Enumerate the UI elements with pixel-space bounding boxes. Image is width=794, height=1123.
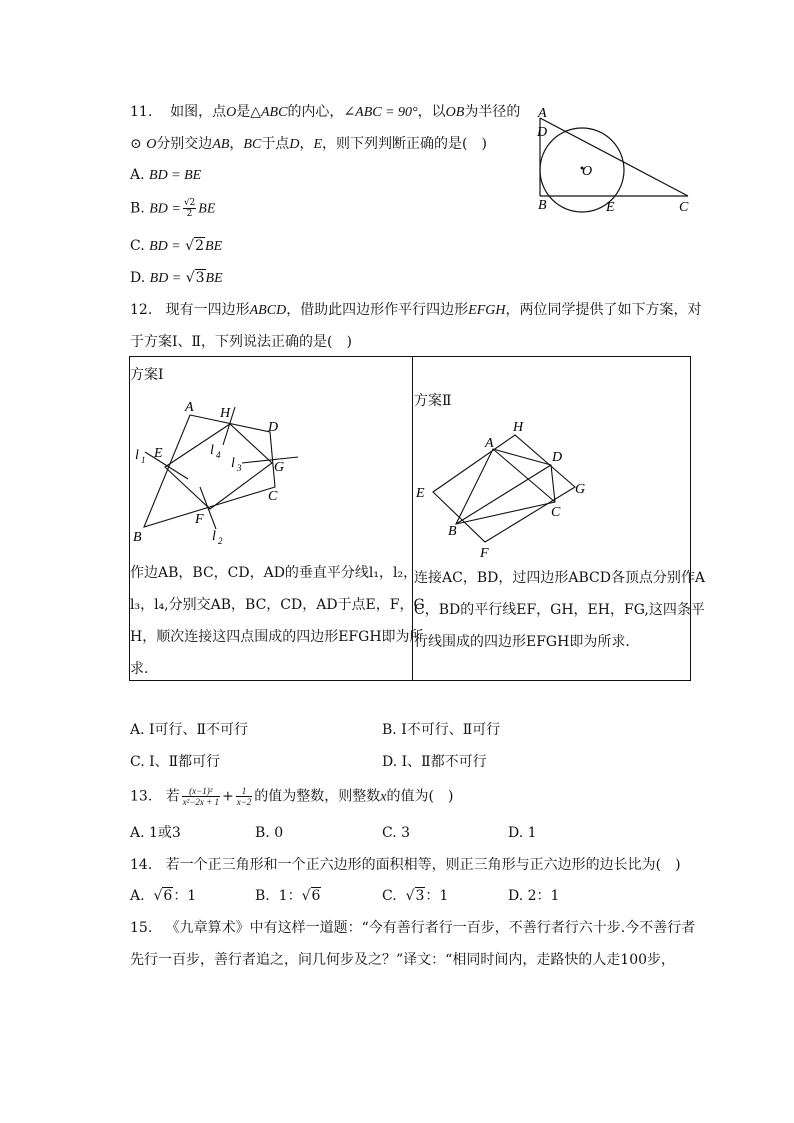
fraction-numerator: √2: [183, 198, 196, 208]
radicand: 6: [163, 888, 173, 904]
q13-text: 的值为整数，则整数: [254, 788, 381, 805]
q13-option-d[interactable]: D. 1: [508, 825, 537, 841]
label-b: B: [538, 198, 547, 213]
label-d: D: [552, 450, 563, 465]
q14-option-c[interactable]: C. √3：1: [382, 888, 449, 904]
q11-math: ABC: [260, 105, 288, 120]
option-text: 1：: [278, 888, 302, 904]
fraction-denominator: 2: [186, 209, 193, 219]
q12-number: 12.: [130, 302, 153, 318]
fraction: [182, 786, 220, 807]
label-l1: l: [135, 448, 139, 463]
q11-option-a[interactable]: [130, 165, 201, 186]
q11-math: ∠ABC = 90°: [343, 105, 418, 120]
q12-option-d[interactable]: D. Ⅰ、Ⅱ都不可行: [382, 754, 487, 770]
q12-line2: [130, 332, 352, 352]
q11-option-d[interactable]: D. BD = √3BE: [130, 270, 223, 286]
plan2-text-line: 行线围成的四边形EFGH即为所求．: [414, 634, 640, 650]
q11-math: O: [226, 105, 237, 120]
plan1-text-line: 作边AB，BC，CD，AD的垂直平分线l₁，l₂，: [130, 565, 418, 581]
label-a: A: [538, 106, 547, 121]
q11-math: D: [289, 137, 300, 152]
q11-option-c[interactable]: C. BD = √2BE: [130, 238, 223, 254]
option-label: C.: [130, 238, 145, 254]
q12-text: 于方案Ⅰ、Ⅱ，下列说法正确的是( ): [130, 334, 352, 350]
q11-text: ，: [229, 136, 244, 152]
q12-option-b[interactable]: B. Ⅰ不可行、Ⅱ可行: [382, 722, 501, 738]
option-label: A.: [130, 888, 145, 904]
plan2-title: 方案Ⅱ: [414, 393, 452, 409]
q11-line1: [130, 102, 520, 123]
q12-option-c[interactable]: C. Ⅰ、Ⅱ都可行: [130, 754, 221, 770]
label-l2: l: [212, 529, 216, 544]
q15-line2: [130, 950, 675, 970]
q13-math: +: [221, 788, 234, 805]
q14-option-d[interactable]: D. 2：1: [508, 888, 560, 904]
q11-math: O: [146, 137, 157, 152]
q11-text: 的内心，: [287, 104, 344, 120]
label-l4: l: [210, 443, 214, 458]
plan2-figure: [413, 417, 603, 557]
label-c: C: [551, 505, 561, 520]
label-b: B: [448, 524, 457, 539]
radicand: 6: [311, 888, 321, 904]
q15-number: 15.: [130, 920, 153, 936]
plan1-text-line: 求．: [130, 661, 158, 677]
fraction: [183, 198, 196, 219]
q13-text: 的值为( ): [386, 788, 454, 805]
q11-math: AB: [212, 137, 230, 152]
label-f: F: [480, 546, 489, 557]
plan1-title: 方案Ⅰ: [130, 367, 164, 383]
label-e: E: [606, 200, 615, 215]
plan1-figure: [130, 397, 310, 547]
q13-stem: [130, 786, 453, 808]
q15-text: 《九章算术》中有这样一道题：“今有善行者行一百步，不善行者行六十步.今不善行者: [165, 920, 696, 936]
label-l2-sub: 2: [218, 536, 223, 546]
label-g: G: [575, 482, 586, 497]
label-l3-sub: 3: [237, 463, 242, 473]
option-text: BE: [198, 201, 216, 217]
option-text: BD =: [149, 239, 181, 254]
plan1-text-line: l₃，l₄,分别交AB，BC，CD，AD于点E，F，G: [130, 597, 425, 613]
label-b: B: [133, 530, 142, 545]
label-c: C: [679, 200, 689, 215]
q12-line1: [130, 300, 702, 321]
option-label: B.: [130, 200, 145, 217]
segment-ac: [540, 118, 688, 196]
label-d: D: [268, 420, 279, 435]
q11-text: ，以: [417, 104, 446, 120]
q12-text: ，两位同学提供了如下方案，对: [505, 302, 702, 318]
q11-text: 于点: [261, 136, 290, 152]
q12-plan-table: [129, 356, 706, 681]
plan1-text-line: H，顺次连接这四点围成的四边形EFGH即为所: [130, 629, 424, 645]
q11-math: OB: [445, 105, 465, 120]
q11-text: 为半径的: [464, 104, 521, 120]
q11-number: 11.: [130, 104, 153, 120]
q13-option-c[interactable]: C. 3: [382, 825, 411, 841]
q13-text: 若: [165, 788, 180, 805]
q11-text: 分别交边: [156, 136, 213, 152]
fraction-denominator: x−2: [236, 797, 252, 807]
label-d: D: [537, 125, 548, 140]
radicand: 3: [415, 888, 425, 904]
label-g: G: [274, 460, 285, 475]
q14-stem: [130, 855, 681, 875]
q11-text: ，则下列判断正确的是( ): [322, 136, 487, 152]
label-e: E: [416, 486, 425, 501]
plan1-cell: [130, 357, 425, 681]
label-h: H: [220, 406, 231, 421]
option-text: BD = BE: [149, 168, 202, 183]
label-c: C: [268, 489, 278, 504]
q11-math: BC: [243, 137, 262, 152]
radicand: 3: [195, 270, 205, 286]
option-label: C.: [382, 888, 397, 904]
plan2-text-line: 连接AC，BD，过四边形ABCD各顶点分别作A: [414, 570, 706, 586]
label-l1-sub: 1: [141, 455, 146, 465]
q13-math: x: [380, 789, 387, 805]
line-l3: [242, 457, 298, 463]
radicand: 2: [195, 238, 205, 254]
q15-line1: [130, 918, 695, 938]
option-text: BD =: [149, 271, 182, 286]
q12-text: ，借助此四边形作平行四边形: [286, 302, 469, 318]
fraction-numerator: 1: [236, 786, 253, 797]
plan2-text-line: C，BD的平行线EF，GH，EH，FG,这四条平: [414, 602, 705, 618]
q12-math: EFGH: [468, 303, 506, 318]
label-f: F: [195, 512, 204, 527]
option-text: ：1: [425, 888, 449, 904]
q11-math: ⊙: [130, 136, 142, 152]
q11-text: 是: [236, 104, 251, 120]
option-text: BE: [205, 239, 223, 254]
q14-number: 14.: [130, 857, 153, 873]
label-a: A: [185, 400, 194, 415]
option-label: A.: [130, 167, 145, 183]
label-h: H: [513, 420, 524, 435]
option-text: BD =: [149, 201, 181, 217]
option-label: D.: [130, 270, 146, 286]
q11-text: 如图，点: [170, 104, 227, 120]
label-l4-sub: 4: [216, 450, 221, 460]
q15-text: 先行一百步，善行者追之，问几何步及之？”译文：“相同时间内，走路快的人走100步，: [130, 952, 676, 968]
option-text: ：1: [173, 888, 197, 904]
label-o: O: [582, 164, 593, 179]
plan2-cell: [413, 357, 706, 681]
quad-abcd: [144, 415, 275, 527]
label-l3: l: [231, 456, 235, 471]
q13-option-a[interactable]: A. 1或3: [130, 825, 181, 841]
fraction-denominator: x²−2x + 1: [182, 797, 219, 807]
q11-text: ，: [299, 136, 314, 152]
option-label: B.: [255, 888, 270, 904]
q12-math: ABCD: [249, 303, 287, 318]
q13-number: 13.: [130, 788, 153, 805]
q11-option-b[interactable]: [130, 198, 215, 220]
q11-figure: [530, 100, 700, 220]
q12-text: 现有一四边形: [165, 302, 250, 318]
q13-option-b[interactable]: B. 0: [255, 825, 284, 841]
diag-ac: [493, 449, 555, 502]
q11-math: E: [313, 137, 322, 152]
q11-line2: [130, 134, 487, 155]
q12-option-a[interactable]: A. Ⅰ可行、Ⅱ不可行: [130, 722, 249, 738]
label-e: E: [154, 446, 163, 461]
q11-math: △: [250, 104, 261, 120]
q14-option-b[interactable]: B. 1：√6: [255, 888, 321, 904]
fraction: [236, 786, 253, 807]
q14-option-a[interactable]: A. √6：1: [130, 888, 197, 904]
fraction-numerator: (x−1)²: [182, 786, 220, 797]
q14-text: 若一个正三角形和一个正六边形的面积相等，则正三角形与正六边形的边长比为( ): [165, 857, 681, 873]
option-text: BE: [205, 271, 223, 286]
label-a: A: [485, 436, 494, 451]
